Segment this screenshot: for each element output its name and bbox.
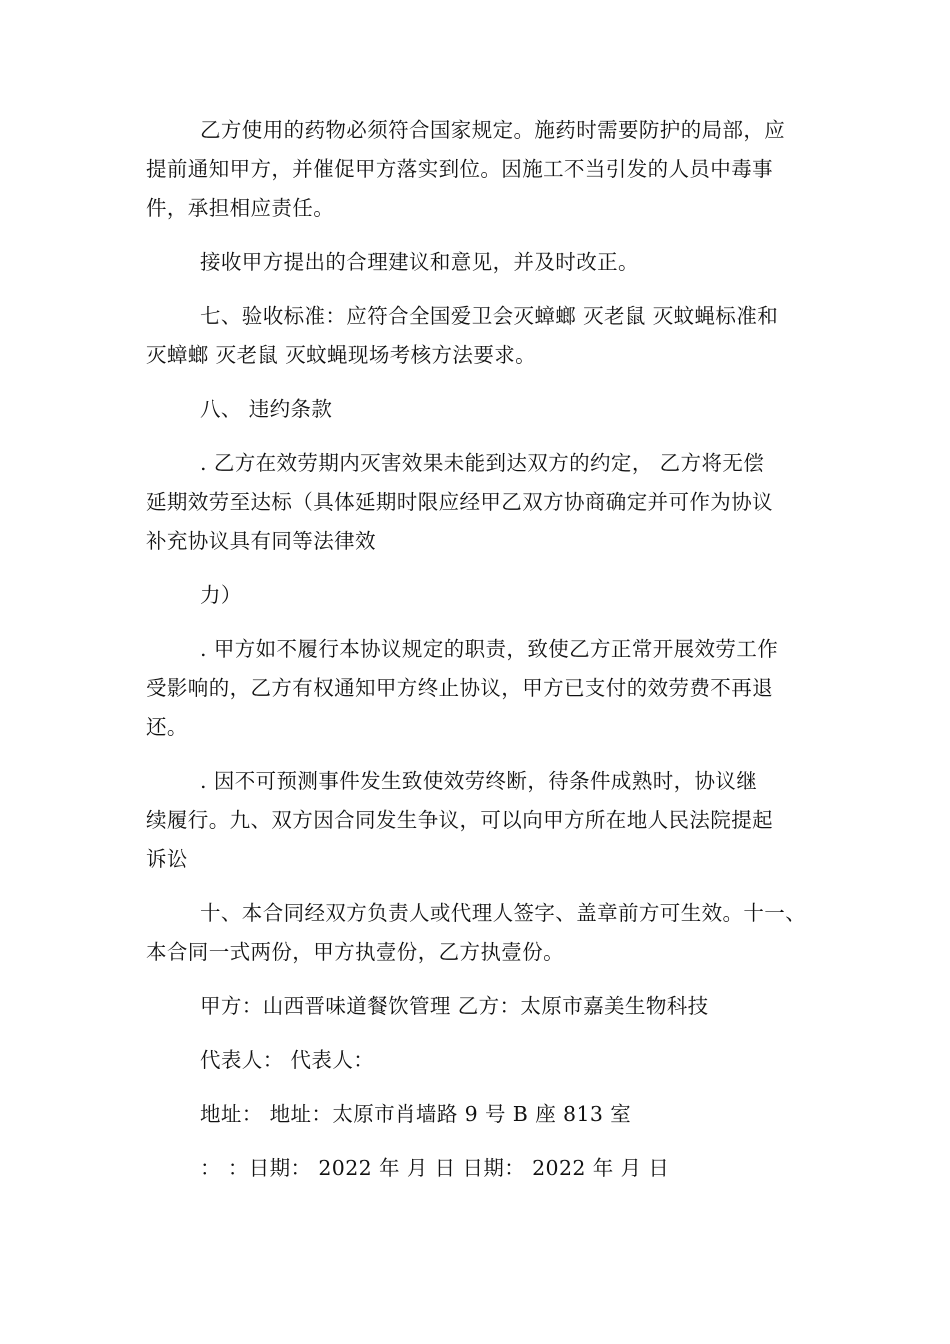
text-line: 七、验收标准：应符合全国爱卫会灭蟑螂 灭老鼠 灭蚊蝇标准和 — [200, 304, 779, 328]
text-line: 乙方使用的药物必须符合国家规定。施药时需要防护的局部，应 — [200, 118, 786, 142]
text-line: 诉讼 — [146, 847, 188, 871]
text-line: 灭蟑螂 灭老鼠 灭蚊蝇现场考核方法要求。 — [146, 343, 537, 367]
text-line: 还。 — [146, 715, 188, 739]
party-names-line: 甲方：山西晋味道餐饮管理 乙方：太原市嘉美生物科技 — [200, 994, 709, 1018]
text-line: 延期效劳至达标（具体延期时限应经甲乙双方协商确定并可作为协议 — [146, 490, 773, 514]
date-line: ： ：日期： 2022 年 月 日 日期： 2022 年 月 日 — [200, 1156, 670, 1180]
text-line: 受影响的，乙方有权通知甲方终止协议，甲方已支付的效劳费不再退 — [146, 676, 773, 700]
text-line: . 甲方如不履行本协议规定的职责，致使乙方正常开展效劳工作 — [200, 637, 779, 661]
text-line: 提前通知甲方，并催促甲方落实到位。因施工不当引发的人员中毒事 — [146, 157, 773, 181]
representative-line: 代表人： 代表人： — [200, 1048, 375, 1072]
text-line: 续履行。九、双方因合同发生争议，可以向甲方所在地人民法院提起 — [146, 808, 773, 832]
text-line: 接收甲方提出的合理建议和意见，并及时改正。 — [200, 250, 639, 274]
text-line: 十、本合同经双方负责人或代理人签字、盖章前方可生效。十一、 — [200, 901, 807, 925]
text-line: . 乙方在效劳期内灭害效果未能到达双方的约定， 乙方将无偿 — [200, 451, 765, 475]
text-line: . 因不可预测事件发生致使效劳终断，待条件成熟时，协议继 — [200, 769, 758, 793]
text-line: 力） — [200, 583, 242, 607]
section-heading: 八、 违约条款 — [200, 397, 333, 421]
text-line: 本合同一式两份，甲方执壹份，乙方执壹份。 — [146, 940, 564, 964]
text-line: 补充协议具有同等法律效 — [146, 529, 376, 553]
text-line: 件，承担相应责任。 — [146, 196, 335, 220]
address-line: 地址： 地址：太原市肖墙路 9 号 B 座 813 室 — [200, 1102, 632, 1126]
